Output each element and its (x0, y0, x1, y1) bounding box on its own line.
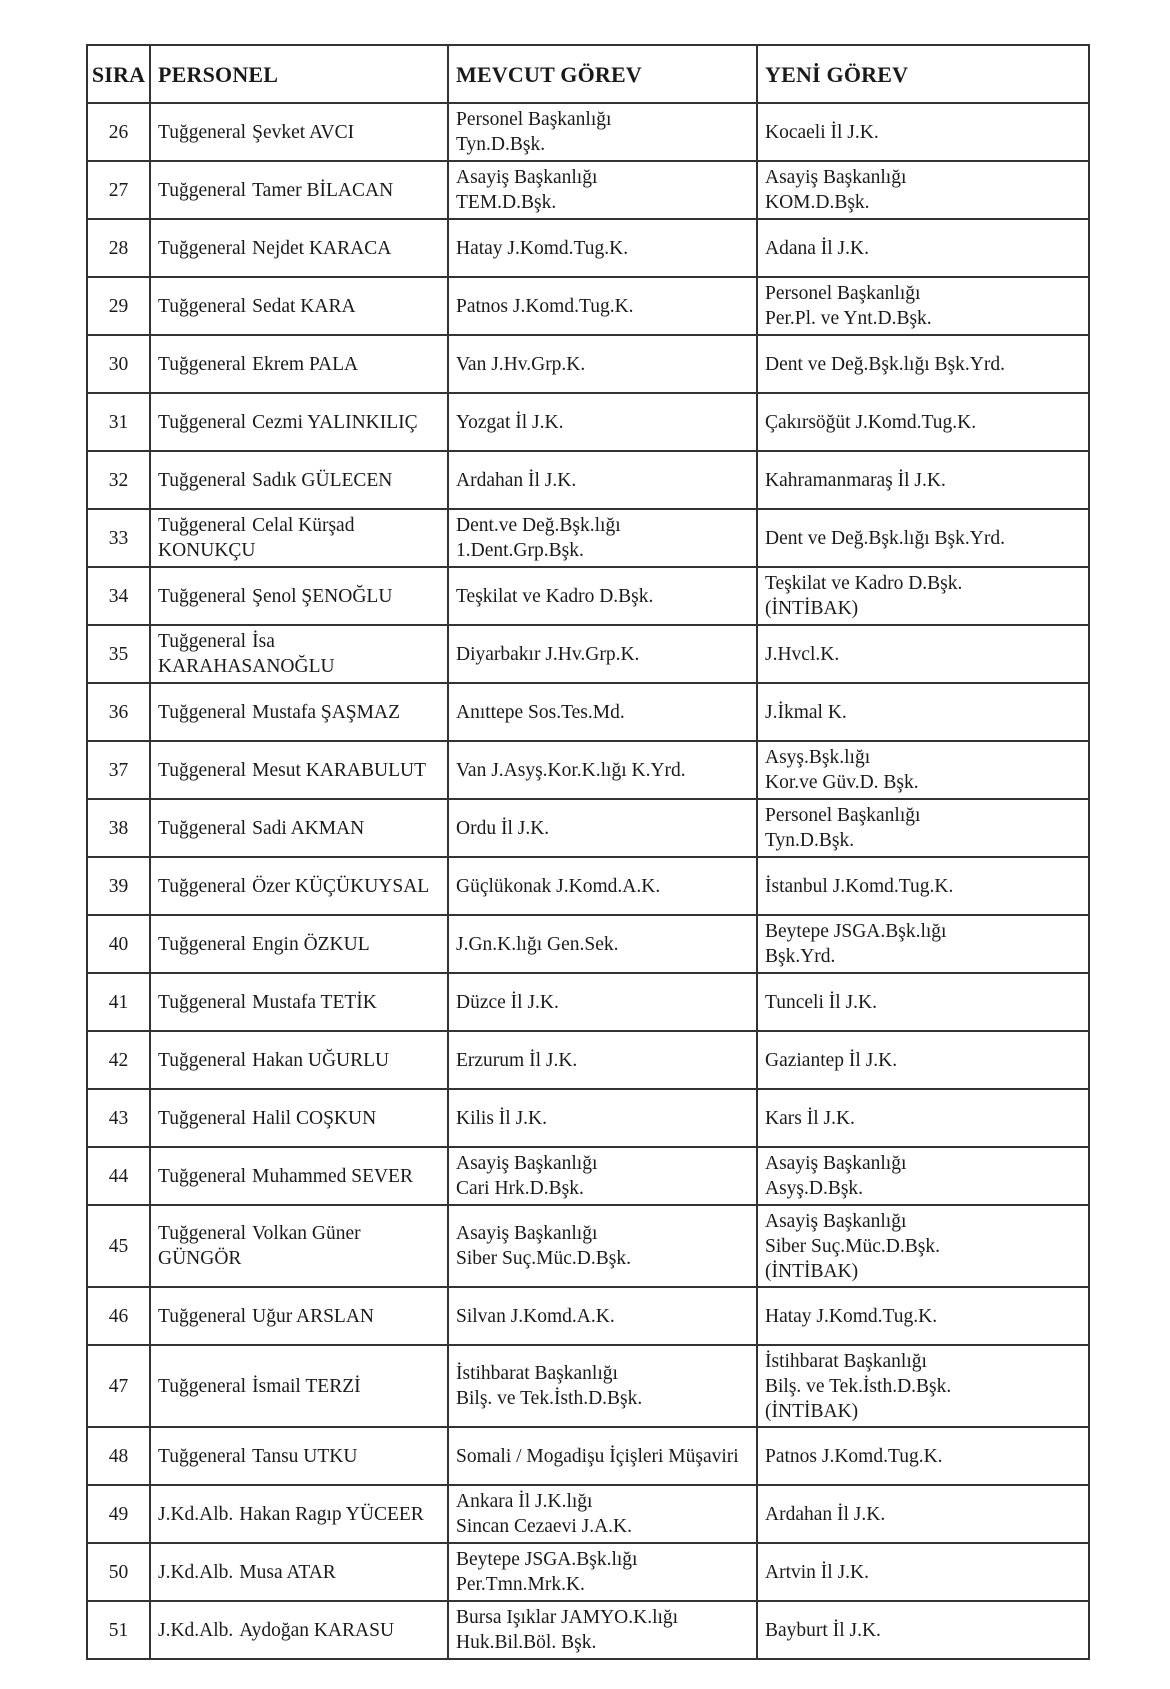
mevcut-gorev-cell (448, 1485, 757, 1543)
personel-rank: Tuğgeneral (158, 121, 247, 143)
personel-cell (150, 277, 448, 335)
table-header-row (87, 45, 1089, 103)
assignment-table (86, 44, 1090, 1660)
yeni-gorev-line: Patnos J.Komd.Tug.K. (765, 1445, 943, 1467)
personel-rank: Tuğgeneral (158, 1223, 247, 1244)
mevcut-gorev-cell (448, 1205, 757, 1287)
personel-cell (150, 799, 448, 857)
table-row (87, 1089, 1089, 1147)
yeni-gorev-cell (757, 1205, 1089, 1287)
yeni-gorev-line: Ardahan İl J.K. (765, 1503, 886, 1525)
table-row (87, 1205, 1089, 1287)
personel-rank: Tuğgeneral (158, 295, 247, 317)
yeni-gorev-cell (757, 1147, 1089, 1205)
header-sira: SIRA (87, 45, 150, 103)
personel-name: Halil COŞKUN (252, 1107, 377, 1129)
yeni-gorev-line: Asyş.D.Bşk. (765, 1178, 864, 1199)
personel-cell (150, 1601, 448, 1659)
mevcut-gorev-line: Huk.Bil.Böl. Bşk. (456, 1632, 597, 1653)
personel-rank: J.Kd.Alb. (158, 1503, 234, 1525)
mevcut-gorev-line: İstihbarat Başkanlığı (456, 1363, 618, 1384)
personel-cell (150, 161, 448, 219)
personel-name: Volkan Güner GÜNGÖR (158, 1223, 361, 1269)
mevcut-gorev-cell (448, 1427, 757, 1485)
row-number: 38 (87, 799, 150, 857)
mevcut-gorev-line: Diyarbakır J.Hv.Grp.K. (456, 643, 640, 665)
yeni-gorev-line: Hatay J.Komd.Tug.K. (765, 1305, 938, 1327)
yeni-gorev-cell (757, 683, 1089, 741)
mevcut-gorev-line: Patnos J.Komd.Tug.K. (456, 295, 634, 317)
yeni-gorev-line: Asayiş Başkanlığı (765, 1153, 907, 1174)
mevcut-gorev-line: Ankara İl J.K.lığı (456, 1491, 593, 1512)
mevcut-gorev-line: Personel Başkanlığı (456, 109, 612, 130)
yeni-gorev-cell (757, 1287, 1089, 1345)
personel-name: Mesut KARABULUT (252, 759, 426, 781)
personel-cell (150, 1345, 448, 1427)
row-number: 48 (87, 1427, 150, 1485)
row-number: 42 (87, 1031, 150, 1089)
mevcut-gorev-line: Van J.Asyş.Kor.K.lığı K.Yrd. (456, 759, 686, 781)
mevcut-gorev-line: Hatay J.Komd.Tug.K. (456, 237, 629, 259)
yeni-gorev-cell (757, 567, 1089, 625)
table-row (87, 567, 1089, 625)
mevcut-gorev-cell (448, 277, 757, 335)
table-row (87, 1543, 1089, 1601)
personel-name: Hakan Ragıp YÜCEER (239, 1503, 424, 1525)
personel-name: Mustafa TETİK (252, 991, 377, 1013)
personel-rank: Tuğgeneral (158, 759, 247, 781)
table-row (87, 799, 1089, 857)
yeni-gorev-cell (757, 509, 1089, 567)
personel-cell (150, 1287, 448, 1345)
yeni-gorev-line: İstihbarat Başkanlığı (765, 1350, 927, 1372)
mevcut-gorev-cell (448, 451, 757, 509)
personel-rank: Tuğgeneral (158, 1107, 247, 1129)
table-row (87, 1427, 1089, 1485)
mevcut-gorev-line: Van J.Hv.Grp.K. (456, 353, 586, 375)
yeni-gorev-cell (757, 741, 1089, 799)
yeni-gorev-line: İstanbul J.Komd.Tug.K. (765, 875, 954, 897)
personel-rank: Tuğgeneral (158, 1445, 247, 1467)
row-number: 27 (87, 161, 150, 219)
table-row (87, 625, 1089, 683)
row-number: 40 (87, 915, 150, 973)
yeni-gorev-line: Kars İl J.K. (765, 1107, 855, 1129)
yeni-gorev-line: Bşk.Yrd. (765, 946, 836, 967)
personel-cell (150, 973, 448, 1031)
personel-cell (150, 1147, 448, 1205)
mevcut-gorev-cell (448, 335, 757, 393)
yeni-gorev-cell (757, 1031, 1089, 1089)
yeni-gorev-line: KOM.D.Bşk. (765, 192, 870, 213)
yeni-gorev-cell (757, 103, 1089, 161)
personel-cell (150, 1485, 448, 1543)
table-row (87, 1031, 1089, 1089)
personel-cell (150, 393, 448, 451)
personel-cell (150, 683, 448, 741)
table-row (87, 1345, 1089, 1427)
yeni-gorev-line: Siber Suç.Müc.D.Bşk. (765, 1235, 940, 1257)
personel-name: İsa KARAHASANOĞLU (158, 631, 335, 677)
yeni-gorev-line: (İNTİBAK) (765, 1400, 859, 1422)
personel-rank: Tuğgeneral (158, 411, 247, 433)
row-number: 39 (87, 857, 150, 915)
personel-name: Sadi AKMAN (252, 817, 365, 839)
yeni-gorev-line: J.İkmal K. (765, 701, 847, 723)
personel-name: Celal Kürşad KONUKÇU (158, 515, 355, 561)
table-row (87, 451, 1089, 509)
yeni-gorev-line: Dent ve Değ.Bşk.lığı Bşk.Yrd. (765, 527, 1005, 549)
mevcut-gorev-line: Yozgat İl J.K. (456, 411, 564, 433)
table-row (87, 1485, 1089, 1543)
yeni-gorev-line: (İNTİBAK) (765, 1260, 859, 1282)
yeni-gorev-line: Beytepe JSGA.Bşk.lığı (765, 921, 947, 942)
table-row (87, 741, 1089, 799)
header-yeni-gorev: YENİ GÖREV (757, 45, 1089, 103)
mevcut-gorev-cell (448, 567, 757, 625)
mevcut-gorev-cell (448, 1031, 757, 1089)
mevcut-gorev-line: Teşkilat ve Kadro D.Bşk. (456, 585, 654, 607)
table-row (87, 219, 1089, 277)
mevcut-gorev-cell (448, 103, 757, 161)
row-number: 26 (87, 103, 150, 161)
yeni-gorev-cell (757, 393, 1089, 451)
table-row (87, 915, 1089, 973)
row-number: 32 (87, 451, 150, 509)
personel-name: Hakan UĞURLU (252, 1049, 390, 1071)
yeni-gorev-cell (757, 857, 1089, 915)
personel-rank: Tuğgeneral (158, 515, 247, 536)
yeni-gorev-line: Çakırsöğüt J.Komd.Tug.K. (765, 411, 977, 433)
row-number: 41 (87, 973, 150, 1031)
yeni-gorev-cell (757, 1427, 1089, 1485)
personel-cell (150, 509, 448, 567)
personel-cell (150, 1031, 448, 1089)
yeni-gorev-cell (757, 1543, 1089, 1601)
mevcut-gorev-line: Kilis İl J.K. (456, 1107, 548, 1129)
table-row (87, 103, 1089, 161)
personel-name: Mustafa ŞAŞMAZ (252, 701, 400, 723)
mevcut-gorev-line: TEM.D.Bşk. (456, 192, 557, 213)
personel-rank: Tuğgeneral (158, 933, 247, 955)
mevcut-gorev-line: Bursa Işıklar JAMYO.K.lığı (456, 1607, 679, 1628)
yeni-gorev-line: Bayburt İl J.K. (765, 1619, 881, 1641)
personel-name: Sedat KARA (252, 295, 356, 317)
mevcut-gorev-line: Beytepe JSGA.Bşk.lığı Per.Tmn.Mrk.K. (456, 1549, 638, 1595)
yeni-gorev-cell (757, 799, 1089, 857)
personel-name: Cezmi YALINKILIÇ (252, 411, 418, 433)
row-number: 35 (87, 625, 150, 683)
yeni-gorev-cell (757, 335, 1089, 393)
personel-cell (150, 1543, 448, 1601)
yeni-gorev-cell (757, 1601, 1089, 1659)
yeni-gorev-line: Asayiş Başkanlığı (765, 1210, 907, 1232)
table-row (87, 1287, 1089, 1345)
yeni-gorev-line: Personel Başkanlığı (765, 283, 921, 304)
mevcut-gorev-line: J.Gn.K.lığı Gen.Sek. (456, 933, 619, 955)
document-sheet (86, 44, 1088, 1660)
mevcut-gorev-cell (448, 1345, 757, 1427)
row-number: 49 (87, 1485, 150, 1543)
personel-rank: Tuğgeneral (158, 1165, 247, 1187)
row-number: 31 (87, 393, 150, 451)
row-number: 47 (87, 1345, 150, 1427)
personel-cell (150, 1089, 448, 1147)
mevcut-gorev-cell (448, 625, 757, 683)
mevcut-gorev-line: Tyn.D.Bşk. (456, 134, 546, 155)
personel-rank: J.Kd.Alb. (158, 1619, 234, 1641)
yeni-gorev-line: Tunceli İl J.K. (765, 991, 877, 1013)
table-row (87, 161, 1089, 219)
mevcut-gorev-cell (448, 915, 757, 973)
mevcut-gorev-cell (448, 973, 757, 1031)
yeni-gorev-cell (757, 219, 1089, 277)
yeni-gorev-cell (757, 1485, 1089, 1543)
yeni-gorev-cell (757, 973, 1089, 1031)
personel-cell (150, 857, 448, 915)
yeni-gorev-line: J.Hvcl.K. (765, 643, 840, 665)
mevcut-gorev-cell (448, 741, 757, 799)
yeni-gorev-line: Kor.ve Güv.D. Bşk. (765, 772, 919, 793)
mevcut-gorev-cell (448, 1147, 757, 1205)
row-number: 51 (87, 1601, 150, 1659)
personel-cell (150, 219, 448, 277)
yeni-gorev-line: Adana İl J.K. (765, 237, 869, 259)
row-number: 29 (87, 277, 150, 335)
mevcut-gorev-line: Sincan Cezaevi J.A.K. (456, 1516, 632, 1537)
mevcut-gorev-line: Silvan J.Komd.A.K. (456, 1305, 615, 1327)
personel-name: Sadık GÜLECEN (252, 469, 393, 491)
row-number: 46 (87, 1287, 150, 1345)
mevcut-gorev-cell (448, 1543, 757, 1601)
yeni-gorev-line: Dent ve Değ.Bşk.lığı Bşk.Yrd. (765, 353, 1005, 375)
personel-rank: Tuğgeneral (158, 353, 247, 375)
personel-rank: Tuğgeneral (158, 875, 247, 897)
personel-cell (150, 1205, 448, 1287)
table-row (87, 393, 1089, 451)
mevcut-gorev-line: Düzce İl J.K. (456, 991, 559, 1013)
yeni-gorev-cell (757, 161, 1089, 219)
row-number: 37 (87, 741, 150, 799)
mevcut-gorev-line: Somali / Mogadişu İçişleri Müşaviri (456, 1445, 739, 1467)
yeni-gorev-cell (757, 277, 1089, 335)
table-row (87, 277, 1089, 335)
mevcut-gorev-line: Anıttepe Sos.Tes.Md. (456, 701, 625, 723)
mevcut-gorev-line: Asayiş Başkanlığı (456, 167, 598, 188)
personel-name: Musa ATAR (239, 1561, 336, 1583)
table-row (87, 335, 1089, 393)
personel-name: Özer KÜÇÜKUYSAL (252, 875, 430, 897)
yeni-gorev-line: Asyş.Bşk.lığı (765, 747, 871, 768)
personel-name: İsmail TERZİ (252, 1375, 361, 1397)
yeni-gorev-line: Artvin İl J.K. (765, 1561, 869, 1583)
mevcut-gorev-cell (448, 1089, 757, 1147)
mevcut-gorev-line: Ordu İl J.K. (456, 817, 550, 839)
mevcut-gorev-cell (448, 857, 757, 915)
personel-name: Ekrem PALA (252, 353, 359, 375)
mevcut-gorev-line: Asayiş Başkanlığı (456, 1153, 598, 1174)
mevcut-gorev-cell (448, 1601, 757, 1659)
row-number: 34 (87, 567, 150, 625)
yeni-gorev-line: Kocaeli İl J.K. (765, 121, 879, 143)
yeni-gorev-line: Personel Başkanlığı (765, 805, 921, 826)
yeni-gorev-cell (757, 625, 1089, 683)
personel-rank: Tuğgeneral (158, 817, 247, 839)
personel-rank: Tuğgeneral (158, 1049, 247, 1071)
table-row (87, 1147, 1089, 1205)
yeni-gorev-cell (757, 451, 1089, 509)
yeni-gorev-line: Asayiş Başkanlığı (765, 167, 907, 188)
header-mevcut-gorev: MEVCUT GÖREV (448, 45, 757, 103)
row-number: 45 (87, 1205, 150, 1287)
mevcut-gorev-line: Bilş. ve Tek.İsth.D.Bşk. (456, 1388, 643, 1409)
personel-cell (150, 335, 448, 393)
personel-rank: Tuğgeneral (158, 237, 247, 259)
row-number: 33 (87, 509, 150, 567)
table-row (87, 683, 1089, 741)
table-body (87, 103, 1089, 1659)
table-row (87, 857, 1089, 915)
mevcut-gorev-cell (448, 1287, 757, 1345)
table-row (87, 973, 1089, 1031)
personel-rank: Tuğgeneral (158, 991, 247, 1013)
personel-name: Tamer BİLACAN (252, 179, 394, 201)
personel-cell (150, 741, 448, 799)
personel-rank: Tuğgeneral (158, 701, 247, 723)
yeni-gorev-line: Gaziantep İl J.K. (765, 1049, 898, 1071)
row-number: 28 (87, 219, 150, 277)
personel-rank: Tuğgeneral (158, 1305, 247, 1327)
personel-rank: Tuğgeneral (158, 179, 247, 201)
personel-cell (150, 915, 448, 973)
personel-name: Tansu UTKU (252, 1445, 358, 1467)
mevcut-gorev-line: Dent.ve Değ.Bşk.lığı 1.Dent.Grp.Bşk. (456, 515, 621, 561)
personel-cell (150, 451, 448, 509)
mevcut-gorev-cell (448, 219, 757, 277)
mevcut-gorev-line: Siber Suç.Müc.D.Bşk. (456, 1248, 631, 1269)
yeni-gorev-line: Teşkilat ve Kadro D.Bşk. (765, 573, 963, 594)
yeni-gorev-line: (İNTİBAK) (765, 598, 859, 619)
mevcut-gorev-line: Ardahan İl J.K. (456, 469, 577, 491)
yeni-gorev-cell (757, 915, 1089, 973)
mevcut-gorev-cell (448, 393, 757, 451)
personel-name: Şevket AVCI (252, 121, 355, 143)
personel-cell (150, 625, 448, 683)
row-number: 50 (87, 1543, 150, 1601)
yeni-gorev-line: Tyn.D.Bşk. (765, 830, 855, 851)
mevcut-gorev-cell (448, 161, 757, 219)
personel-name: Şenol ŞENOĞLU (252, 585, 393, 607)
personel-cell (150, 1427, 448, 1485)
personel-name: Engin ÖZKUL (252, 933, 370, 955)
personel-cell (150, 103, 448, 161)
row-number: 44 (87, 1147, 150, 1205)
mevcut-gorev-line: Asayiş Başkanlığı (456, 1223, 598, 1244)
mevcut-gorev-cell (448, 683, 757, 741)
personel-rank: Tuğgeneral (158, 1375, 247, 1397)
row-number: 30 (87, 335, 150, 393)
personel-rank: Tuğgeneral (158, 585, 247, 607)
personel-rank: J.Kd.Alb. (158, 1561, 234, 1583)
personel-rank: Tuğgeneral (158, 469, 247, 491)
personel-name: Uğur ARSLAN (252, 1305, 374, 1327)
yeni-gorev-line: Bilş. ve Tek.İsth.D.Bşk. (765, 1375, 952, 1397)
mevcut-gorev-cell (448, 799, 757, 857)
mevcut-gorev-line: Erzurum İl J.K. (456, 1049, 578, 1071)
header-personel: PERSONEL (150, 45, 448, 103)
table-row (87, 1601, 1089, 1659)
mevcut-gorev-cell (448, 509, 757, 567)
mevcut-gorev-line: Güçlükonak J.Komd.A.K. (456, 875, 661, 897)
yeni-gorev-cell (757, 1345, 1089, 1427)
personel-cell (150, 567, 448, 625)
row-number: 43 (87, 1089, 150, 1147)
personel-name: Aydoğan KARASU (239, 1619, 395, 1641)
personel-rank: Tuğgeneral (158, 631, 247, 652)
yeni-gorev-line: Kahramanmaraş İl J.K. (765, 469, 946, 491)
yeni-gorev-cell (757, 1089, 1089, 1147)
personel-name: Nejdet KARACA (252, 237, 392, 259)
personel-name: Muhammed SEVER (252, 1165, 413, 1187)
yeni-gorev-line: Per.Pl. ve Ynt.D.Bşk. (765, 308, 932, 329)
table-row (87, 509, 1089, 567)
row-number: 36 (87, 683, 150, 741)
mevcut-gorev-line: Cari Hrk.D.Bşk. (456, 1178, 584, 1199)
